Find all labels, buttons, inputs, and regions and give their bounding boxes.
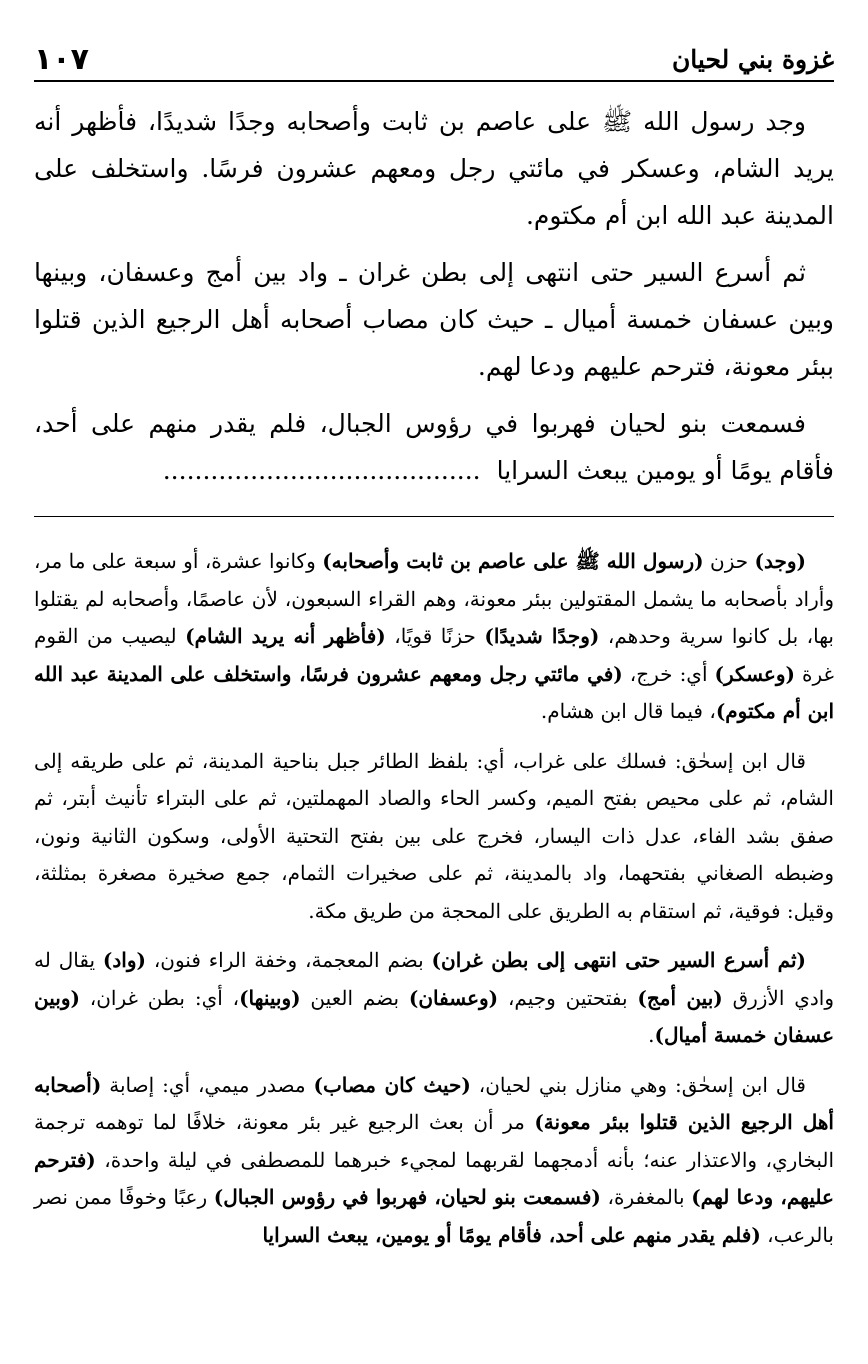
main-paragraph: [34, 400, 834, 494]
quoted-matn-phrase: (أصحابه أهل الرجيع الذين قتلوا ببئر معونة): [34, 1072, 834, 1134]
commentary-run: يقال له وادي الأزرق: [34, 948, 834, 1010]
quoted-matn-phrase: (وعسكر): [714, 661, 795, 686]
commentary-run: بالمغفرة،: [600, 1185, 692, 1209]
commentary-run: مصدر ميمي، أي: إصابة: [101, 1072, 314, 1097]
quoted-matn-phrase: (في مائتي رجل ومعهم عشرون فرسًا، واستخلف على المدينة عبد الله ابن أم مكتوم): [34, 661, 834, 723]
commentary-run: حزن: [703, 549, 755, 573]
commentary-run: قال ابن إسحٰق: وهي منازل بني لحيان،: [470, 1072, 806, 1097]
quoted-matn-phrase: (حيث كان مصاب): [313, 1072, 471, 1097]
main-paragraph: ثم أسرع السير حتى انتهى إلى بطن غران ـ واد بين أمج وعسفان، وبينها وبين عسفان خمسة أميال ـ حيث كان مصاب أصحابه أهل الرجيع الذين قتلوا ببئر معونة، فترحم عليهم ودعا لهم.: [34, 258, 834, 381]
commentary-paragraph: [34, 543, 834, 731]
page-number: ١٠٧: [34, 41, 89, 77]
commentary-run: بضم العين: [300, 985, 409, 1010]
quoted-matn-phrase: (وعسفان): [408, 985, 499, 1010]
quoted-matn-phrase: (رسول الله ﷺ على عاصم بن ثابت وأصحابه): [322, 549, 704, 573]
continuation-dots: ........................................: [162, 456, 481, 485]
commentary-run: رعبًا وخوفًا ممن نصر بالرعب،: [34, 1185, 834, 1247]
quoted-matn-phrase: (فترحم عليهم، ودعا لهم): [34, 1147, 834, 1209]
main-paragraph: وجد رسول الله ﷺ على عاصم بن ثابت وأصحابه وجدًا شديدًا، فأظهر أنه يريد الشام، وعسكر في مائتي رجل ومعهم عشرون فرسًا. واستخلف على المدينة عبد الله ابن أم مكتوم.: [34, 107, 834, 230]
commentary-paragraph: [34, 1067, 834, 1255]
commentary-run: قال ابن إسحٰق: فسلك على غراب، أي: بلفظ الطائر جبل بناحية المدينة، ثم على طريقه إلى الشام، ثم على محيص بفتح الميم، وكسر الحاء والصاد المهملتين، ثم على البتراء تأنيث أبتر، ثم صفق بشد الفاء، عدل ذات اليسار، فخرج على بين بفتح التحتية الأولى، وسكون الثانية ونون، وضبطه الصغاني بفتحهما، واد بالمدينة، ثم على صخيرات الثمام، جمع صخيرة مصغرة بمثلثة، وقيل: فوقية، ثم استقام به الطريق على المحجة من طريق مكة.: [34, 748, 834, 923]
commentary-run: ، فيما قال ابن هشام.: [540, 699, 716, 723]
quoted-matn-phrase: (وبين عسفان خمسة أميال): [34, 985, 834, 1047]
commentary-run: .: [648, 1023, 655, 1047]
quoted-matn-phrase: (فأظهر أنه يريد الشام): [185, 624, 386, 648]
commentary-run: بفتحتين وجيم،: [498, 985, 638, 1010]
quoted-matn-phrase: (وبينها): [239, 985, 301, 1010]
quoted-matn-phrase: (بين أمج): [637, 985, 723, 1010]
commentary-run: بضم المعجمة، وخفة الراء فنون،: [145, 948, 432, 972]
commentary-run: حزنًا قويًا،: [385, 624, 485, 648]
main-text: [34, 98, 834, 494]
quoted-matn-phrase: (فلم يقدر منهم على أحد، فأقام يومًا أو يومين، يبعث السرايا: [262, 1222, 761, 1247]
book-page: [34, 38, 834, 1266]
quoted-matn-phrase: (وجد): [754, 549, 806, 573]
chapter-title: غزوة بني لحيان: [671, 44, 834, 74]
commentary-paragraph: [34, 942, 834, 1055]
page-header: [34, 38, 834, 82]
commentary-run: وكانوا عشرة، أو سبعة على ما مر، وأراد بأصحابه ما يشمل المقتولين ببئر معونة، وهم القراء السبعون، لأن عاصمًا، وأصحابه لم يقتلوا بها، بل كانوا سرية وحدهم،: [34, 549, 835, 648]
quoted-matn-phrase: (واد): [102, 948, 146, 972]
quoted-matn-phrase: (ثم أسرع السير حتى انتهى إلى بطن غران): [431, 948, 806, 972]
commentary-run: ليصيب من القوم غرة: [34, 624, 834, 686]
quoted-matn-phrase: (وجدًا شديدًا): [484, 624, 600, 648]
main-paragraph-text: فسمعت بنو لحيان فهربوا في رؤوس الجبال، فلم يقدر منهم على أحد، فأقام يومًا أو يومين يبعث السرايا: [34, 409, 834, 485]
commentary-paragraph: [34, 743, 834, 931]
separator-rule: [34, 516, 834, 517]
commentary-run: ، أي: بطن غران،: [79, 985, 240, 1010]
commentary-run: مر أن بعث الرجيع غير بئر معونة، خلافًا لما توهمه ترجمة البخاري، والاعتذار عنه؛ بأنه أدمجهما لقربهما لمجيء خبرهما للمصطفى في ليلة واحدة،: [34, 1110, 834, 1172]
commentary-text: [34, 543, 834, 1254]
quoted-matn-phrase: (فسمعت بنو لحيان، فهربوا في رؤوس الجبال): [213, 1185, 601, 1209]
commentary-run: أي: خرج،: [622, 661, 715, 686]
